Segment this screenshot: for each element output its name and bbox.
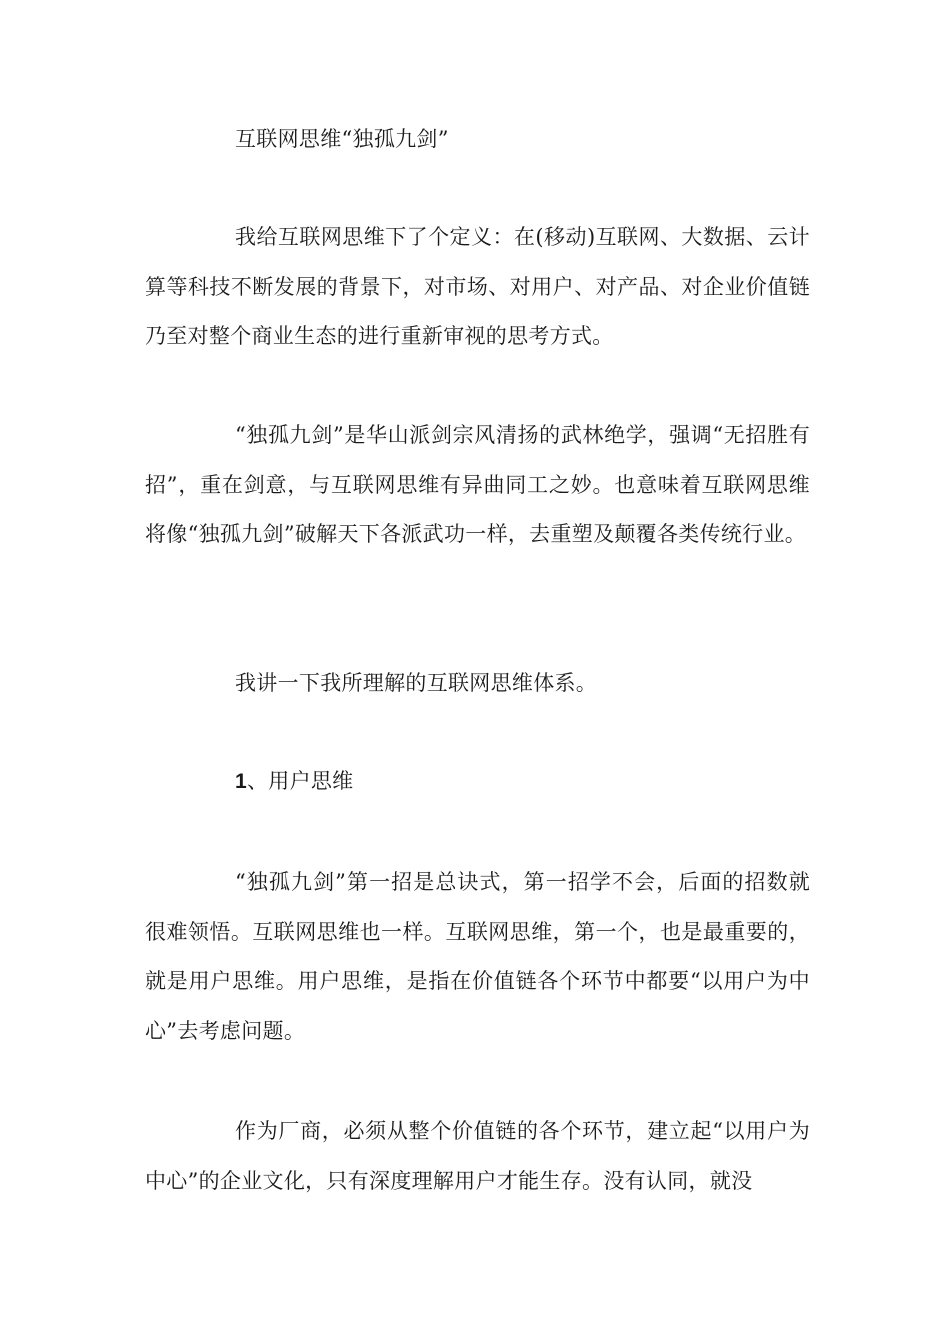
paragraph-definition: 我给互联网思维下了个定义：在(移动)互联网、大数据、云计算等科技不断发展的背景下，对市场、对用户、对产品、对企业价值链乃至对整个商业生态的进行重新审视的思考方式。 [145,225,810,348]
paragraph-vendor: 作为厂商，必须从整个价值链的各个环节，建立起“以用户为中心”的企业文化，只有深度理解用户才能生存。没有认同，就没 [145,1119,810,1193]
section-number: 1 [235,770,247,793]
section-heading-user-thinking [145,757,810,807]
section-title: 、用户思维 [246,769,354,793]
paragraph-dugu-jiujian: “独孤九剑”是华山派剑宗风清扬的武林绝学，强调“无招胜有招”，重在剑意，与互联网思维有异曲同工之妙。也意味着互联网思维将像“独孤九剑”破解天下各派武功一样，去重塑及颠覆各类传统行业。 [145,423,810,546]
paragraph-thinking-system: 我讲一下我所理解的互联网思维体系。 [235,671,598,695]
paragraph-first-move: “独孤九剑”第一招是总诀式，第一招学不会，后面的招数就很难领悟。互联网思维也一样。互联网思维，第一个，也是最重要的，就是用户思维。用户思维，是指在价值链各个环节中都要“以用户为中心”去考虑问题。 [145,870,810,1043]
document-title: 互联网思维“独孤九剑” [235,127,449,151]
